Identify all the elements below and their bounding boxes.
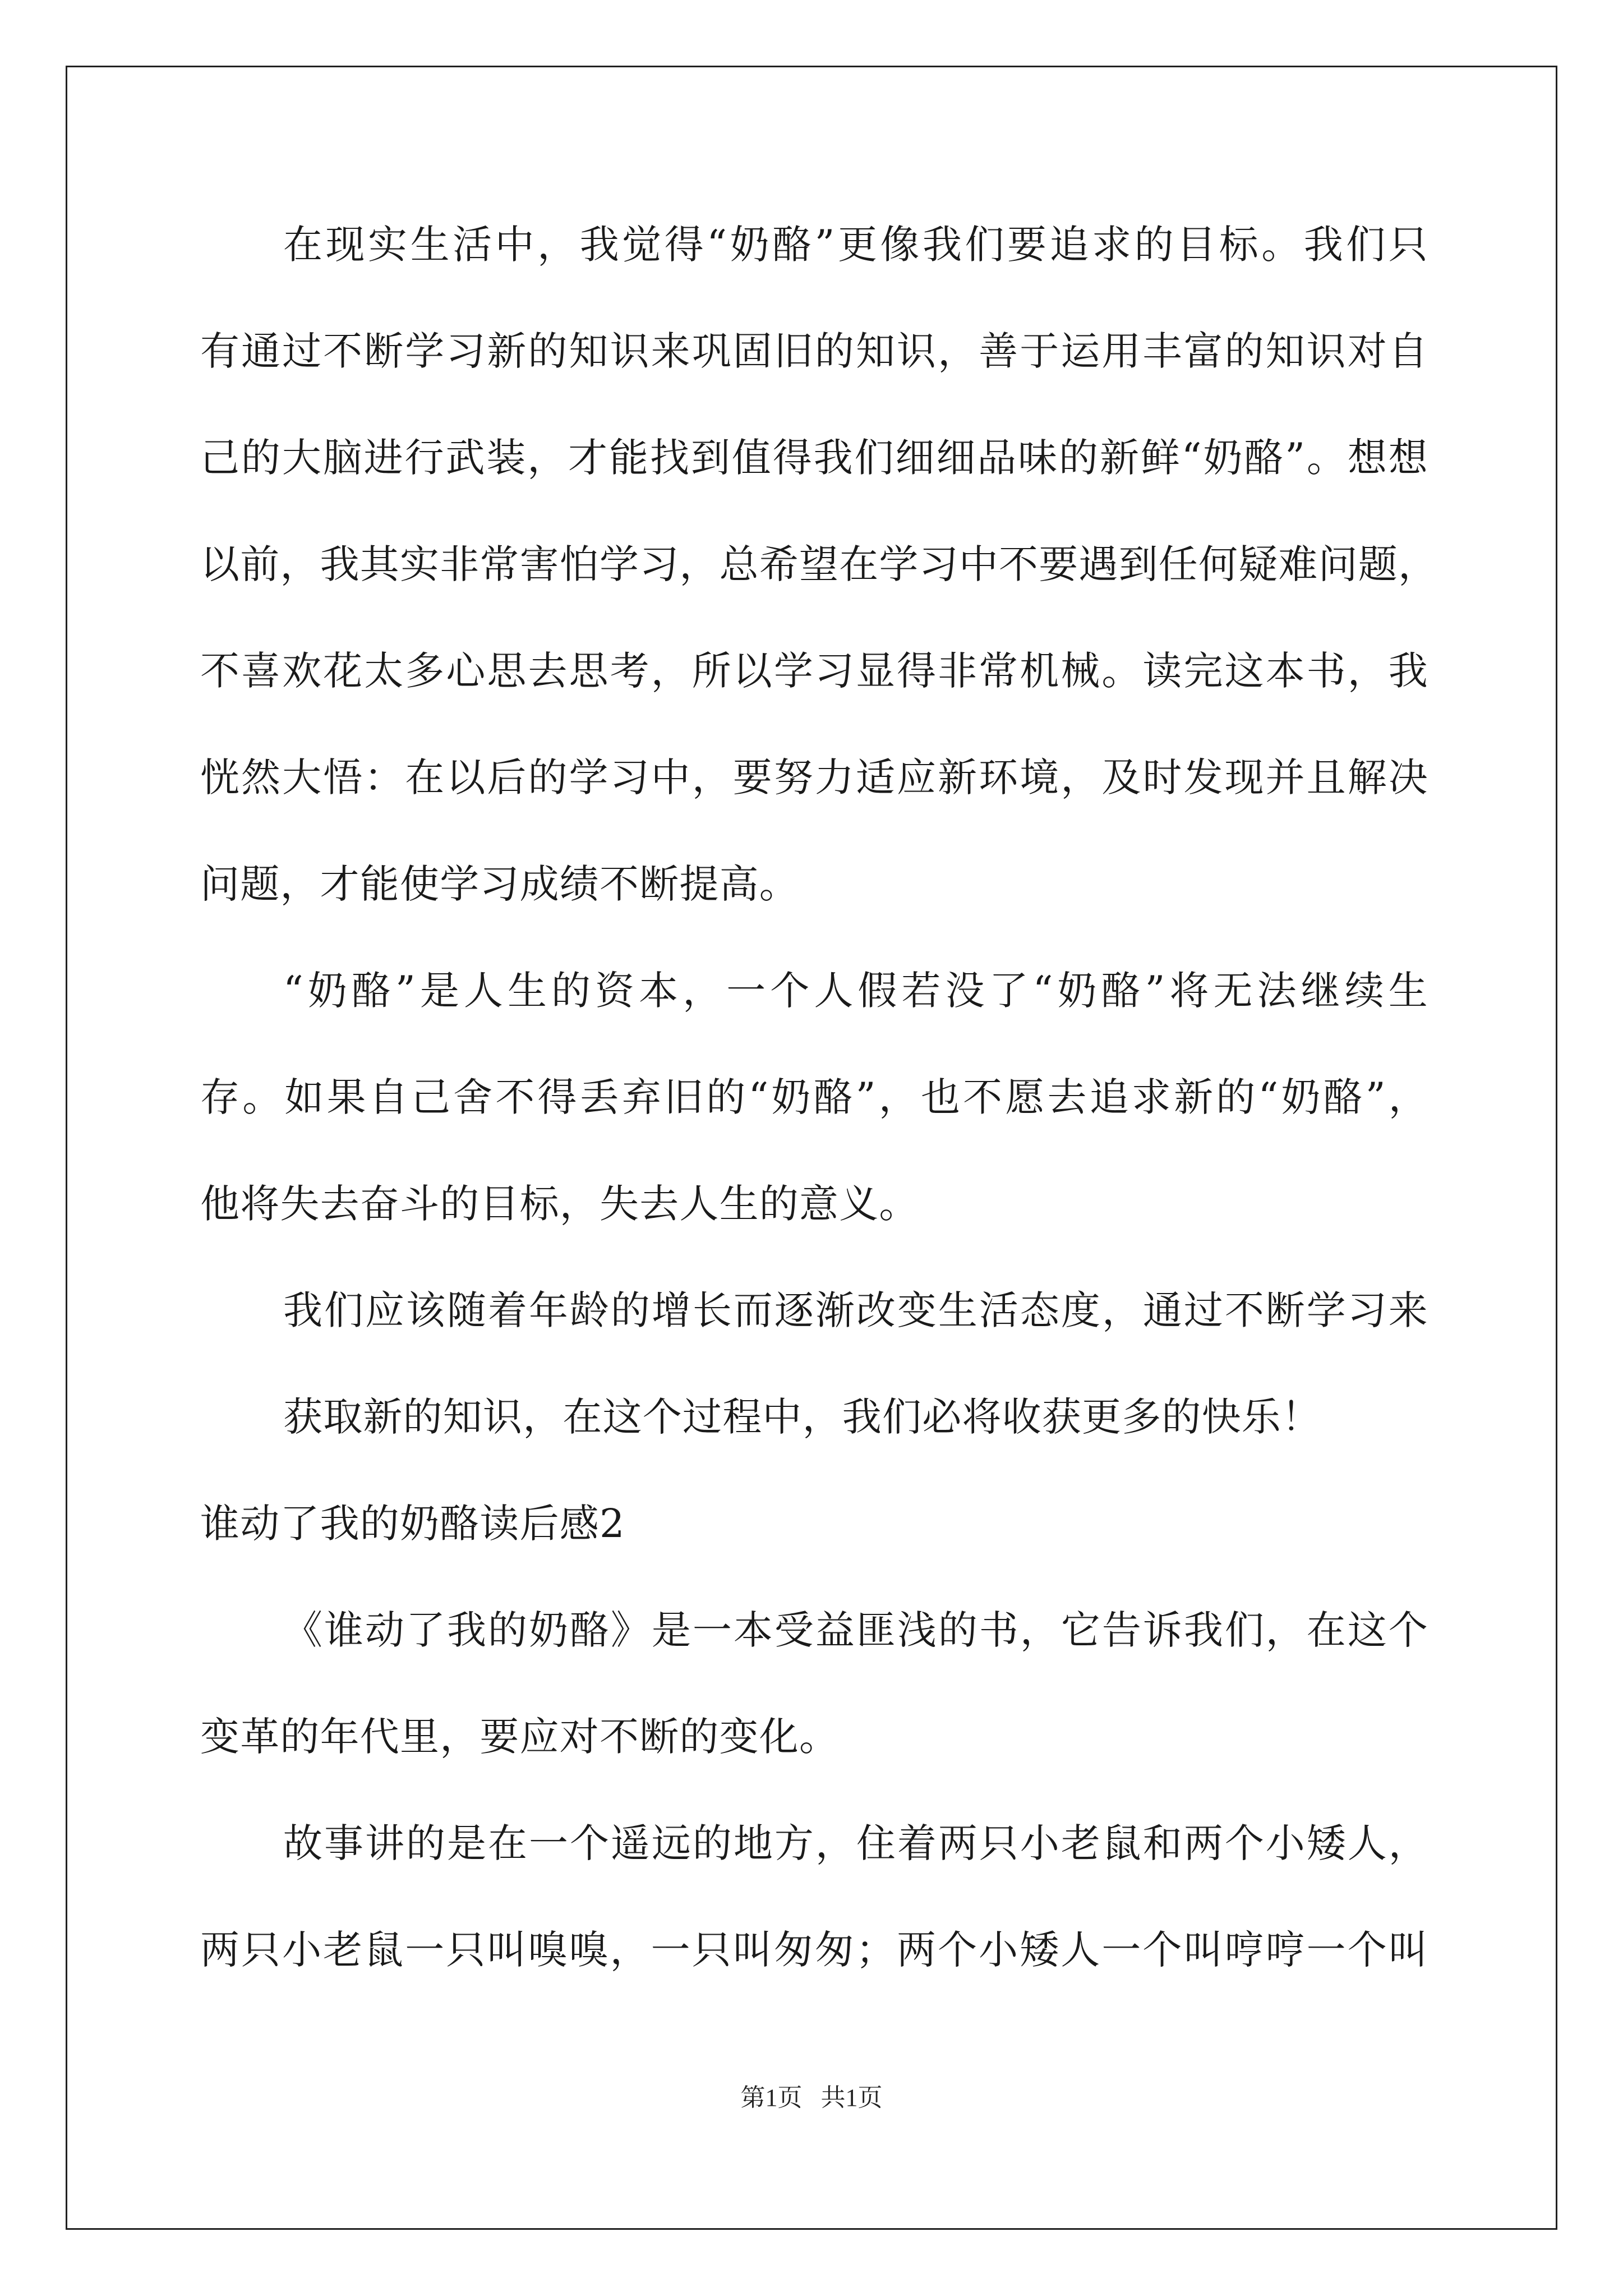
paragraph-2-line-3: 他将失去奋斗的目标，失去人生的意义。 xyxy=(200,1181,919,1227)
paragraph-1-line-4: 以前，我其实非常害怕学习，总希望在学习中不要遇到任何疑难问题， xyxy=(200,541,1438,587)
paragraph-4-line-1: 《谁动了我的奶酪》是一本受益匪浅的书，它告诉我们，在这个 xyxy=(283,1607,1428,1653)
paragraph-1-line-3: 己的大脑进行武装，才能找到值得我们细细品味的新鲜“奶酪”。想想 xyxy=(200,435,1428,481)
page-border xyxy=(66,66,1557,2230)
paragraph-2-line-1: “奶酪”是人生的资本，一个人假若没了“奶酪”将无法继续生 xyxy=(283,968,1428,1014)
paragraph-5-line-1: 故事讲的是在一个遥远的地方，住着两只小老鼠和两个小矮人， xyxy=(283,1820,1428,1866)
paragraph-5-line-2: 两只小老鼠一只叫嗅嗅，一只叫匆匆；两个小矮人一个叫哼哼一个叫 xyxy=(200,1927,1428,1973)
paragraph-1-line-2: 有通过不断学习新的知识来巩固旧的知识，善于运用丰富的知识对自 xyxy=(200,328,1428,374)
paragraph-1-line-5: 不喜欢花太多心思去思考，所以学习显得非常机械。读完这本书，我 xyxy=(200,648,1428,694)
paragraph-4-line-2: 变革的年代里，要应对不断的变化。 xyxy=(200,1714,840,1760)
page-footer: 第1页 共1页 xyxy=(740,2084,883,2111)
paragraph-3-line-2: 获取新的知识，在这个过程中，我们必将收获更多的快乐！ xyxy=(283,1394,1322,1440)
section-heading: 谁动了我的奶酪读后感2 xyxy=(200,1501,625,1547)
paragraph-3-line-1: 我们应该随着年龄的增长而逐渐改变生活态度，通过不断学习来 xyxy=(283,1287,1428,1333)
paragraph-1-line-7: 问题，才能使学习成绩不断提高。 xyxy=(200,861,799,907)
paragraph-1-line-1: 在现实生活中，我觉得“奶酪”更像我们要追求的目标。我们只 xyxy=(283,222,1428,268)
paragraph-2-line-2: 存。如果自己舍不得丢弃旧的“奶酪”，也不愿去追求新的“奶酪”， xyxy=(200,1074,1428,1120)
paragraph-1-line-6: 恍然大悟：在以后的学习中，要努力适应新环境，及时发现并且解决 xyxy=(200,754,1428,800)
